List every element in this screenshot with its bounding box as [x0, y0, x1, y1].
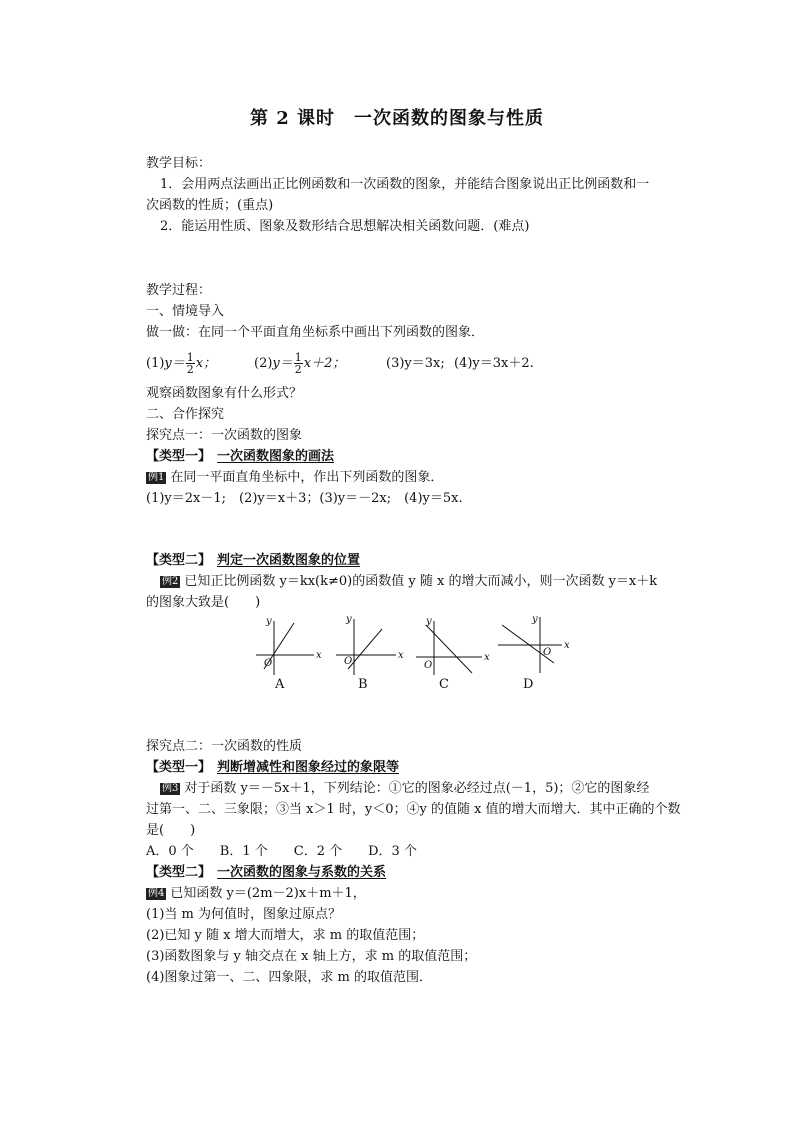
type-4-title: 一次函数的图象与系数的关系: [217, 865, 387, 880]
objective-2: 2．能运用性质、图象及数形结合思想解决相关函数问题．(难点): [160, 219, 530, 234]
graph-c-label: C: [439, 677, 449, 692]
equation-4: (4)y＝3x＋2.: [454, 356, 534, 371]
example-2-badge: 例2: [162, 576, 179, 587]
graph-d-x-label: x: [564, 640, 570, 651]
graph-b-y-label: y: [346, 615, 352, 625]
graph-a-x-label: x: [316, 650, 322, 661]
type-1-tag: 【类型一】: [146, 449, 212, 464]
type-4-tag: 【类型二】: [146, 865, 212, 880]
type-4-heading: [146, 864, 386, 882]
type-2-title: 判定一次函数图象的位置: [217, 553, 361, 568]
equation-1: (1)y＝ $\frac{1}{2}$ x；: [146, 351, 217, 376]
graph-c-line: [426, 625, 472, 673]
equation-3: (3)y＝3x;: [386, 356, 445, 371]
example-4-q2: (2)已知 y 随 x 增大而增大，求 m 的取值范围；: [146, 928, 425, 943]
graph-d-label: D: [523, 677, 534, 692]
example-4-text: 例4 已知函数 y＝(2m－2)x＋m＋1，: [148, 886, 366, 901]
example-1-text: 例1 在同一平面直角坐标中，作出下列函数的图象．: [148, 470, 444, 485]
graph-strip-svg: [250, 615, 580, 677]
type-3-tag: 【类型一】: [146, 760, 212, 775]
type-1-title: 一次函数图象的画法: [217, 449, 335, 464]
graph-c-origin: O: [424, 660, 433, 671]
example-4-q4: (4)图象过第一、二、四象限，求 m 的取值范围．: [146, 970, 433, 985]
example-3-badge: 例3: [162, 783, 179, 794]
observe-text: 观察函数图象有什么形式？: [146, 386, 303, 401]
equation-2: (2)y＝ $\frac{1}{2}$ x＋2；: [254, 351, 346, 376]
task-text: 做一做：在同一个平面直角坐标系中画出下列函数的图象．: [146, 325, 485, 340]
example-3-text-a: 例3 对于函数 y＝－5x＋1，下列结论：①它的图象必经过点(－1，5)；②它的图象经: [162, 781, 650, 796]
example-3-options: A．0 个 B．1 个 C．2 个 D．3 个: [146, 844, 417, 859]
section-1-heading: 一、情境导入: [146, 304, 225, 319]
objectives-heading: 教学目标：: [146, 156, 212, 171]
graph-a-label: A: [275, 677, 285, 692]
graph-d-y-label: y: [532, 615, 538, 625]
graph-a-y-label: y: [266, 616, 272, 627]
section-2-heading: 二、合作探究: [146, 407, 225, 422]
type-3-heading: [146, 759, 399, 777]
example-4-q1: (1)当 m 为何值时，图象过原点？: [146, 907, 342, 922]
graph-b-origin: O: [344, 656, 353, 667]
graph-a-origin: O: [264, 658, 273, 669]
example-4-q3: (3)函数图象与 y 轴交点在 x 轴上方，求 m 的取值范围；: [146, 949, 477, 964]
type-1-heading: [146, 448, 334, 466]
graph-b-label: B: [358, 677, 368, 692]
objective-1b: 次函数的性质；(重点): [146, 198, 274, 213]
equation-row: [146, 348, 706, 376]
graph-b-line: [348, 629, 382, 669]
graph-d-origin: O: [543, 647, 552, 658]
explore-point-2: 探究点二：一次函数的性质: [146, 739, 303, 754]
explore-point-1: 探究点一：一次函数的图象: [146, 428, 303, 443]
example-1-badge: 例1: [148, 472, 165, 483]
example-3-text-c: 是( ): [146, 823, 196, 838]
page-title: 第 2 课时 一次函数的图象与性质: [249, 108, 545, 129]
example-2-text-b: 的图象大致是( ): [146, 595, 261, 610]
type-2-heading: [146, 552, 360, 570]
example-4-badge: 例4: [148, 888, 165, 899]
type-3-title: 判断增减性和图象经过的象限等: [217, 760, 400, 775]
process-heading: 教学过程：: [146, 283, 212, 298]
example-1-equations: (1)y＝2x－1; (2)y＝x＋3；(3)y＝－2x; (4)y＝5x.: [146, 491, 463, 506]
graph-b-x-label: x: [398, 650, 404, 661]
graph-c-y-label: y: [426, 616, 432, 627]
graph-c-x-label: x: [484, 652, 490, 663]
example-2-text-a: 例2 已知正比例函数 y＝kx(k≠0)的函数值 y 随 x 的增大而减小，则一次函数 y＝x＋k: [162, 574, 658, 589]
fraction-half-1: $\frac{1}{2}$: [186, 351, 194, 376]
example-3-text-b: 过第一、二、三象限；③当 x＞1 时，y＜0；④y 的值随 x 值的增大而增大．其中正确的个数: [146, 802, 681, 817]
type-2-tag: 【类型二】: [146, 553, 212, 568]
answer-graphs: [250, 615, 580, 695]
fraction-half-2: $\frac{1}{2}$: [294, 351, 302, 376]
objective-1a: 1．会用两点法画出正比例函数和一次函数的图象，并能结合图象说出正比例函数和一: [160, 177, 650, 192]
